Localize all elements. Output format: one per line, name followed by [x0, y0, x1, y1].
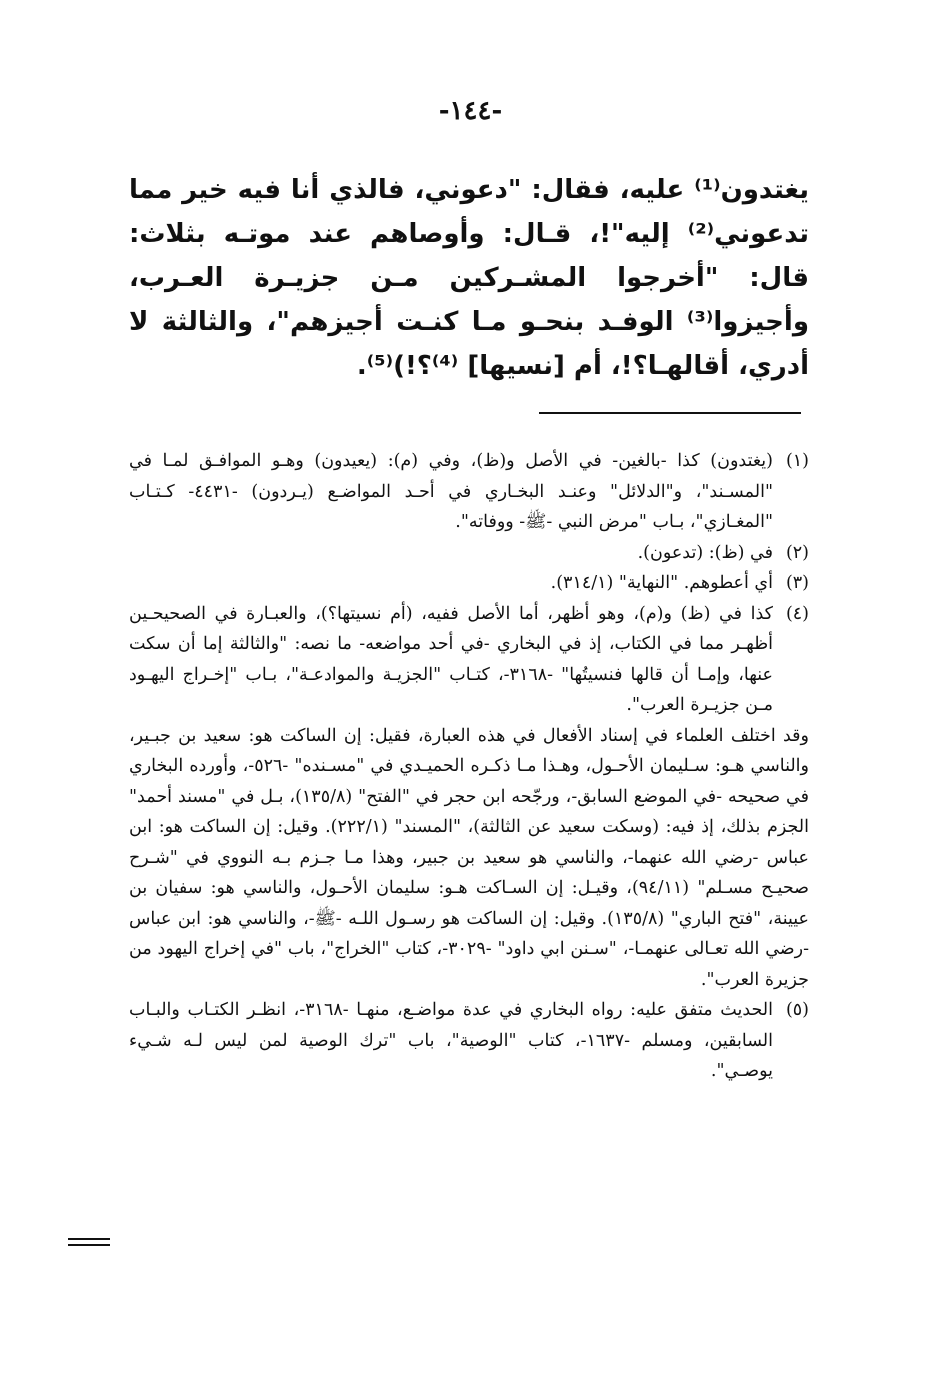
footnotes: [129, 446, 809, 1087]
footnote-number: (٣): [785, 573, 809, 593]
footnote-divider: [539, 412, 801, 414]
footnote-text: الحديث متفق عليه: رواه البخاري في عدة مواضـع، منهـا -٣١٦٨-، انظـر الكتـاب والبـاب السابقين، ومسلم -١٦٣٧-، كتاب "الوصية"، باب "ترك الوصية لمن ليس لـه شـيء يوصـي".: [129, 1000, 773, 1081]
footnote-number: (١): [785, 451, 809, 471]
footnote-number: (٥): [785, 1000, 809, 1020]
footnote-4: [129, 599, 809, 721]
footnote-number: (٤): [785, 603, 809, 624]
footnote-number: (٢): [785, 542, 809, 563]
footnote-1: [129, 446, 809, 538]
end-mark-line: [68, 1238, 110, 1240]
main-text: [129, 168, 809, 388]
main-paragraph: يغتدون⁽¹⁾ عليه، فقال: "دعوني، فالذي أنا فيه خير مما تدعوني⁽²⁾ إليه"!، قـال: وأوصاهم عند موتـه بثلاث: قال: "أخرجوا المشـركين مـن جزيـرة العـرب، وأجيزوا⁽³⁾ الوفـد بنحـو مـا كنـت أجيزهم"، والثالثة لا أدري، أقالهـا؟!، أم [نسيها] ⁽⁴⁾؟!)⁽⁵⁾.: [129, 175, 809, 381]
footnote-2: [129, 538, 809, 569]
end-mark-line: [68, 1244, 110, 1246]
footnote-3: [129, 568, 809, 599]
footnote-text: في (ظ): (تدعون).: [637, 542, 773, 563]
footnote-continuation-text: وقد اختلف العلماء في إسناد الأفعال في هذه العبارة، فقيل: إن الساكت هو: سعيد بن جبـير، والناسي هـو: سـليمان الأحـول، وهـذا مـا ذكـره الحميـدي في "مسـنده" -٥٢٦-، وأورده البخاري في صحيحه -في الموضع السابق-، ورجّحه ابن حجر في "الفتح" (١٣٥/٨)، بـل في "مسند أحمد" الجزم بذلك، إذ فيه: (وسكت سعيد عن الثالثة)، "المسند" (٢٢٢/١). وقيل: إن الساكت هو: ابن عباس -رضي الله عنهما-، والناسي هو سعيد بن جبير، وهذا مـا جـزم بـه النووي في "شـرح صحيـح مسـلم" (٩٤/١١)، وقيـل: إن السـاكت هـو: سليمان الأحـول، والناسي هو: سفيان بن عيينة، "فتح الباري" (١٣٥/٨). وقيل: إن الساكت هو رسـول اللـه -ﷺ-، والناسي هو: ابن عباس -رضي الله تعـالى عنهمـا-، "سـنن ابي داود" -٣٠٢٩-، كتاب "الخراج"، باب "في إخراج اليهود من جزيرة العرب".: [129, 725, 809, 990]
footnote-text: أي أعطوهم. "النهاية" (٣١٤/١).: [550, 573, 773, 593]
footnote-text: كذا في (ظ) و(م)، وهو أظهر، أما الأصل ففيه، (أم نسيتها؟)، والعبـارة في الصحيحـين أظهـر مما في الكتاب، إذ في البخاري -في أحد مواضعه- ما نصه: "والثالثة إما أن سكت عنها، وإمـا أن قالها فنسيتُها" -٣١٦٨-، كتـاب "الجزيـة والموادعـة"، بـاب "إخـراج اليهـود مـن جزيـرة العرب".: [129, 603, 773, 715]
footnote-4-continuation: [129, 721, 809, 996]
page-number: -١٤٤-: [438, 96, 503, 126]
end-of-page-mark: [68, 1238, 110, 1248]
footnote-5: [129, 995, 809, 1087]
footnote-text: (يغتدون) كذا -بالغين- في الأصل و(ظ)، وفي (م): (يعيدون) وهـو الموافـق لمـا في "المسـند"، و"الدلائل" وعنـد البخـاري في أحـد المواضـع (يـردون) -٤٤٣١- كـتـاب "المغـازي"، بـاب "مرض النبي -ﷺ- ووفاته".: [129, 451, 773, 532]
